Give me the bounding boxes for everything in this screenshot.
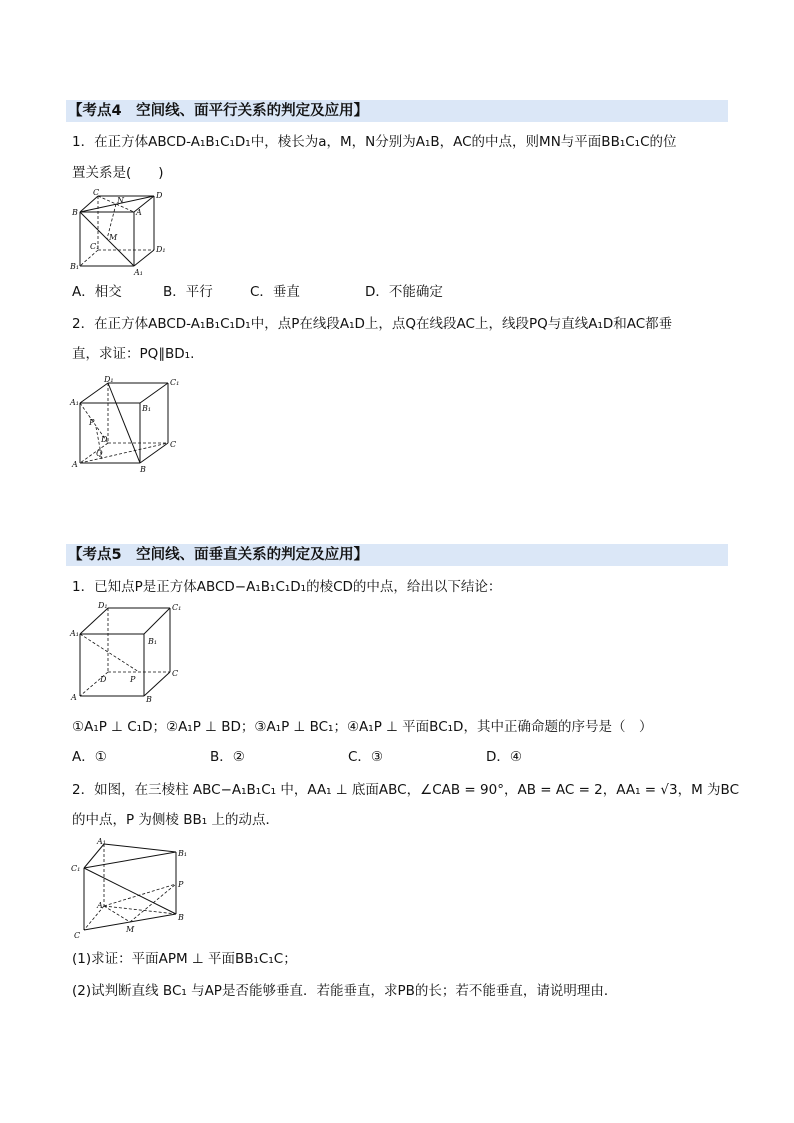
s4-q2-label-a: A [72,460,78,469]
s4-q1-label-c: C [93,188,100,197]
s4-q2-label-p: P [89,418,95,427]
s5-q2-label-b1: B₁ [178,849,188,858]
s4-q1-label-a1: A₁ [134,268,143,276]
s5-q1-option-d[interactable]: D．④ [486,749,522,765]
section-4-header [66,100,728,122]
s4-q2-label-d1: D₁ [104,375,114,384]
s4-q1-line1: 1．在正方体ABCD-A₁B₁C₁D₁中，棱长为a，M，N分别为A₁B，AC的中点，则MN与平面BB₁C₁C的位 [72,134,677,150]
section-5-title: 【考点5 空间线、面垂直关系的判定及应用】 [68,547,369,563]
s4-q2-label-b: B [140,465,146,474]
s5-q2-label-m: M [126,925,135,934]
s5-q2-label-p: P [178,880,184,889]
s4-q1-label-d: D [156,191,163,200]
s5-q1-label-c1: C₁ [172,603,182,612]
s5-q1-option-b[interactable]: B．② [210,749,245,765]
s4-q1-label-m: M [109,233,118,242]
s4-q1-option-c[interactable]: C．垂直 [250,284,300,300]
s5-q2-line1: 2．如图，在三棱柱 ABC−A₁B₁C₁ 中，AA₁ ⊥ 底面ABC，∠CAB = 90°，AB = AC = 2，AA₁ = √3，M 为BC [72,782,739,798]
s4-q2-line1: 2．在正方体ABCD-A₁B₁C₁D₁中，点P在线段A₁D上，点Q在线段AC上，线段PQ与直线A₁D和AC都垂 [72,316,673,332]
s5-q1-option-a[interactable]: A．① [72,749,107,765]
s4-q1-option-b[interactable]: B．平行 [163,284,213,300]
s5-q2-line2: 的中点，P 为侧棱 BB₁ 上的动点． [72,812,279,828]
s5-q1-label-a: A [71,693,77,702]
s4-q2-label-b1: B₁ [142,404,152,413]
s4-q2-label-c1: C₁ [170,378,180,387]
s4-q2-label-q: Q [96,449,103,458]
s5-q2-prism-figure [68,836,198,944]
s4-q1-line2: 置关系是( ) [72,165,164,181]
s4-q1-label-d1: D₁ [156,245,166,254]
s4-q1-label-c1: C₁ [90,242,100,251]
s5-q2-part1: (1)求证：平面APM ⊥ 平面BB₁C₁C； [72,951,297,967]
s4-q1-option-d[interactable]: D．不能确定 [365,284,443,300]
s4-q1-cube-figure [70,188,170,276]
s4-q2-line2: 直，求证：PQ∥BD₁. [72,346,195,362]
s5-q1-option-c[interactable]: C．③ [348,749,384,765]
s5-q1-cube-figure [68,600,188,704]
s5-q1-label-a1: A₁ [70,629,79,638]
s5-q2-label-a: A [97,901,103,910]
section-4-title: 【考点4 空间线、面平行关系的判定及应用】 [68,103,369,119]
s5-q2-label-c: C [74,931,81,940]
s4-q2-label-d: D [101,435,108,444]
s5-q1-label-b: B [146,695,152,704]
s4-q1-label-n: N [117,196,124,205]
s5-q1-label-d1: D₁ [98,601,108,610]
s4-q2-label-a1: A₁ [70,398,79,407]
s5-q1-label-p: P [130,675,136,684]
s4-q2-cube-figure [68,375,188,475]
s4-q1-option-a[interactable]: A．相交 [72,284,122,300]
s5-q2-label-c1: C₁ [71,864,81,873]
s5-q1-label-d: D [100,675,107,684]
s4-q1-label-a: A [136,208,142,217]
s4-q1-label-b1: B₁ [70,262,80,271]
s5-q2-label-a1: A₁ [97,837,106,846]
s5-q1-label-c: C [172,669,179,678]
s4-q2-label-c: C [170,440,177,449]
s5-q1-statements: ①A₁P ⊥ C₁D；②A₁P ⊥ BD；③A₁P ⊥ BC₁；④A₁P ⊥ 平面BC₁D，其中正确命题的序号是（ ） [72,719,653,735]
section-5-header [66,544,728,566]
s5-q2-part2: (2)试判断直线 BC₁ 与AP是否能够垂直．若能垂直，求PB的长；若不能垂直，请说明理由． [72,983,618,999]
s4-q1-label-b: B [72,208,78,217]
s5-q1-label-b1: B₁ [148,637,158,646]
s5-q2-label-b: B [178,913,184,922]
s5-q1-line1: 1．已知点P是正方体ABCD−A₁B₁C₁D₁的棱CD的中点，给出以下结论： [72,579,502,595]
